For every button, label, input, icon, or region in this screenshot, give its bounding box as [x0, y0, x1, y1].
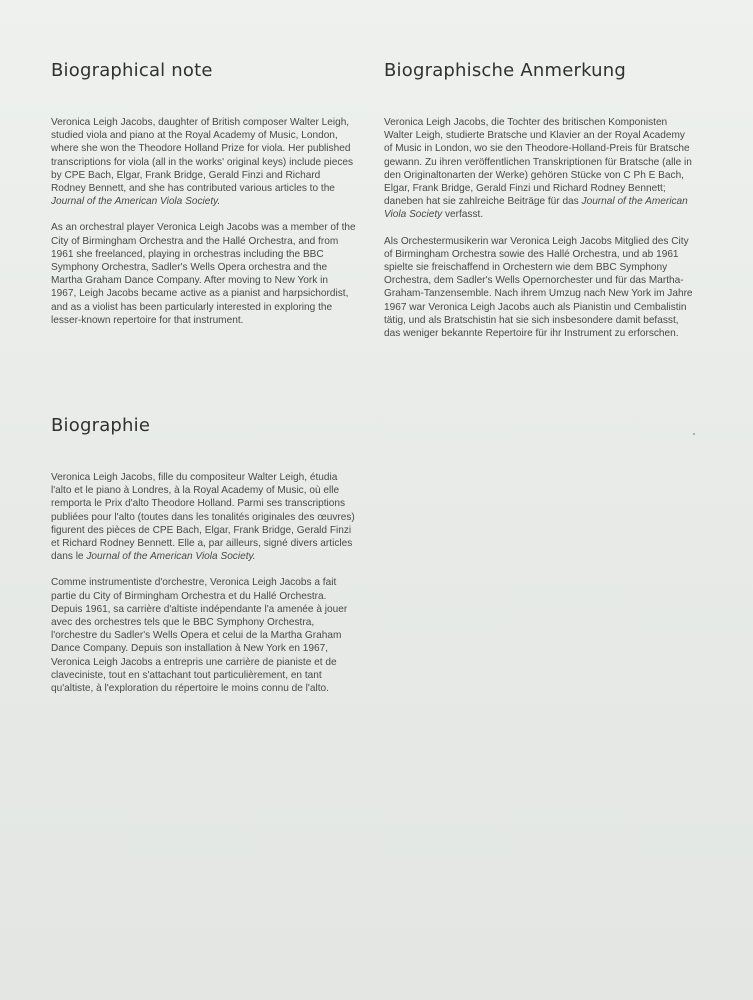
french-heading: Biographie: [51, 415, 151, 436]
french-section: [51, 413, 356, 708]
english-heading: Biographical note: [51, 60, 213, 81]
paper-speck: [693, 433, 695, 435]
german-heading: Biographische Anmerkung: [384, 60, 626, 81]
french-paragraph-1: [51, 471, 356, 563]
french-journal-title: Journal of the American Viola Society.: [86, 551, 256, 563]
german-paragraph-2: Als Orchestermusikerin war Veronica Leigh Jacobs Mitglied des City of Birmingham Orchestra sowie des Hallé Orchestra, und ab 1961 spielte sie freischaffend in Orchestern wie dem BBC Symphony Orchestra, dem Sadler's Wells Opernorchester und für das Martha-Graham-Tanzensemble. Nach ihrem Umzug nach New York im Jahre 1967 war Veronica Leigh Jacobs auch als Pianistin und Cembalistin tätig, und als Bratschistin hat sie sich insbesondere damit befasst, das weniger bekannte Repertoire für ihr Instrument zu erforschen.: [384, 235, 693, 340]
german-paragraph-1-tail: verfasst.: [442, 209, 484, 221]
german-section: [384, 58, 694, 353]
german-journal-title: Journal of the American Viola Society: [384, 196, 688, 221]
english-paragraph-1-text: Veronica Leigh Jacobs, daughter of British composer Walter Leigh, studied viola and piano at the Royal Academy of Music, London, where she won the Theodore Holland Prize for viola. Her published transcriptions for viola (all in the works' original keys) include pieces by CPE Bach, Elgar, Frank Bridge, Gerald Finzi and Richard Rodney Bennett, and she has contributed various articles to the: [51, 117, 354, 195]
german-paragraph-1: [384, 116, 694, 222]
german-paragraph-1-text: Veronica Leigh Jacobs, die Tochter des britischen Komponisten Walter Leigh, studierte Bratsche und Klavier an der Royal Academy of Music in London, wo sie den Theodore-Holland-Preis für Bratsche gewann. Zu ihren veröffentlichen Transkriptionen für Bratsche (alle in den Originaltonarten der Werke) gehören Stücke von C Ph E Bach, Elgar, Frank Bridge, Gerald Finzi und Richard Rodney Bennett; daneben hat sie zahlreiche Beiträge für das: [384, 117, 692, 208]
english-section: [51, 58, 356, 340]
german-body: [384, 116, 694, 340]
english-body: [51, 116, 356, 327]
english-journal-title: Journal of the American Viola Society.: [51, 196, 221, 208]
french-body: [51, 471, 356, 695]
english-paragraph-2: As an orchestral player Veronica Leigh Jacobs was a member of the City of Birmingham Orchestra and the Hallé Orchestra, and from 1961 she freelanced, playing in orchestras including the BBC Symphony Orchestra, Sadler's Wells Opera orchestra and the Martha Graham Dance Company. After moving to New York in 1967, Leigh Jacobs became active as a pianist and harpsichordist, and as a violist has been particularly interested in exploring the lesser-known repertoire for that instrument.: [51, 222, 356, 326]
english-paragraph-1: [51, 116, 356, 208]
french-paragraph-1-text: Veronica Leigh Jacobs, fille du compositeur Walter Leigh, étudia l'alto et le piano à Londres, à la Royal Academy of Music, où elle remporta le Prix d'alto Theodore Holland. Parmi ses transcriptions publiées pour l'alto (toutes dans les tonalités originales des œuvres) figurent des pièces de CPE Bach, Elgar, Frank Bridge, Gerald Finzi et Richard Rodney Bennett. Elle a, par ailleurs, signé divers articles dans le: [51, 472, 355, 563]
french-paragraph-2: Comme instrumentiste d'orchestre, Veronica Leigh Jacobs a fait partie du City of Birmingham Orchestra et du Hallé Orchestra. Depuis 1961, sa carrière d'altiste indépendante l'a amenée à jouer avec des orchestres tels que le BBC Symphony Orchestra, l'orchestre du Sadler's Wells Opera et celui de la Martha Graham Dance Company. Depuis son installation à New York en 1967, Veronica Leigh Jacobs a entrepris une carrière de pianiste et de claveciniste, tout en s'attachant tout particulièrement, en tant qu'altiste, à l'exploration du répertoire le moins connu de l'alto.: [51, 577, 348, 695]
